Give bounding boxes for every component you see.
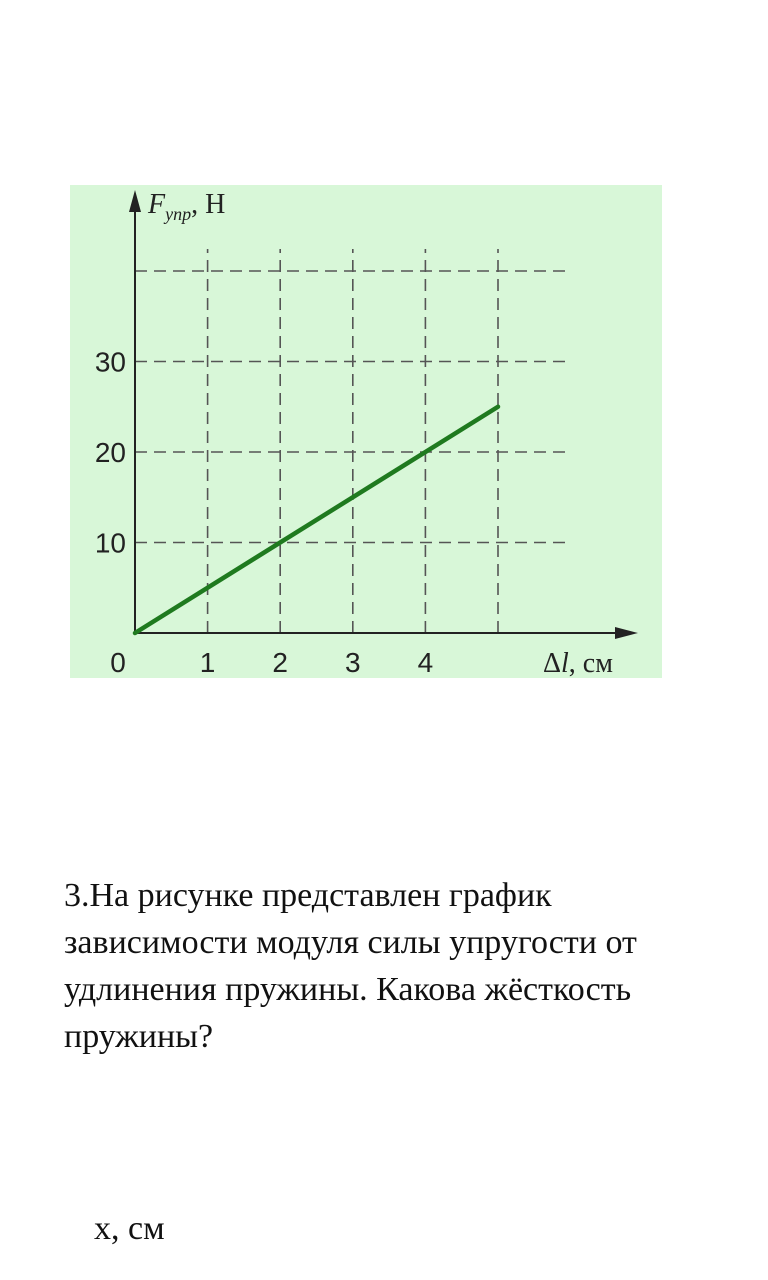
y-label-unit: , Н — [191, 189, 226, 220]
y-tick-label: 10 — [94, 527, 126, 559]
x-label-var: l — [561, 648, 569, 679]
y-tick-label: 20 — [94, 437, 126, 468]
x-label-unit: , см — [568, 648, 613, 679]
x-tick-label: 3 — [345, 647, 361, 678]
chart-background — [70, 185, 662, 678]
x-tick-label: 2 — [272, 647, 288, 678]
x-tick-label: 1 — [199, 647, 216, 678]
y-label-main: F — [148, 189, 166, 220]
footnote-text: x, см — [94, 1210, 165, 1247]
y-tick-label: 30 — [94, 346, 126, 378]
y-label-sub: упр — [165, 204, 192, 224]
x-axis-label — [543, 648, 613, 679]
x-label-delta: Δ — [543, 648, 562, 679]
x-tick-label: 4 — [417, 647, 434, 678]
origin-label: 0 — [110, 647, 126, 678]
question-text: 3.На рисунке представлен график зависимости модуля силы упругости от удлинения пружины. Какова жёсткость пружины? — [64, 877, 637, 1055]
